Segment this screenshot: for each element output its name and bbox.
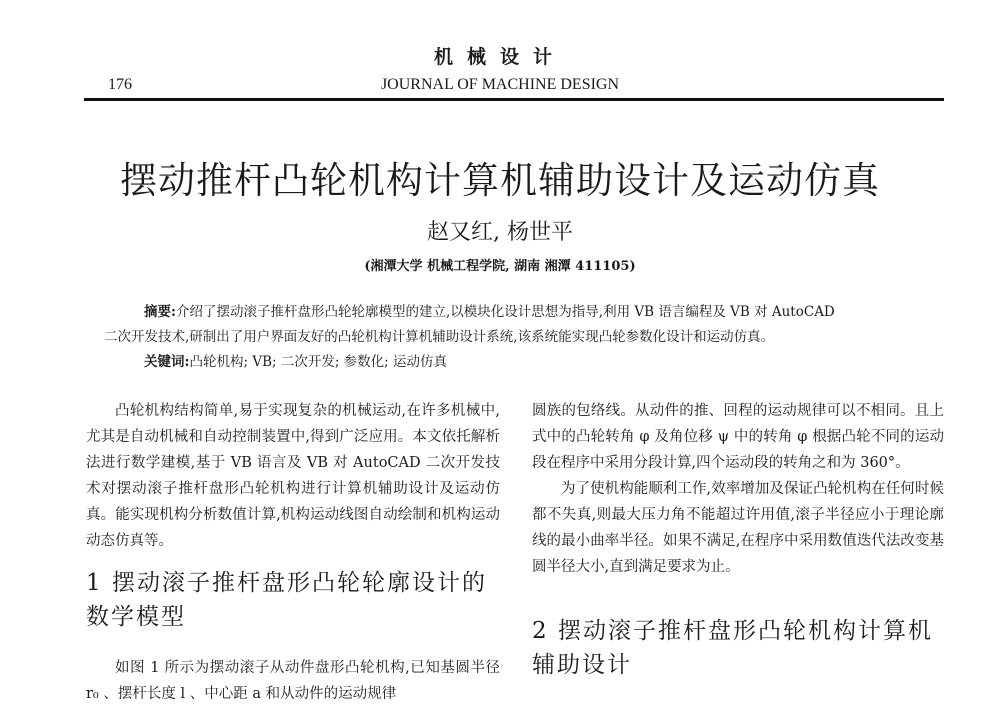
abstract-label: 摘要:: [144, 304, 176, 320]
section-1-text: 如图 1 所示为摆动滚子从动件盘形凸轮机构,已知基圆半径 r₀ 、摆杆长度 l 、中心距 a 和从动件的运动规律: [86, 660, 500, 702]
section-2-heading: 2 摆动滚子推杆盘形凸轮机构计算机辅助设计: [532, 618, 933, 678]
left-column: [86, 398, 500, 554]
affiliation: (湘潭大学 机械工程学院, 湖南 湘潭 411105): [364, 259, 636, 274]
journal-name-cn: 机械设计: [433, 46, 566, 68]
section-1-paragraph: [86, 655, 500, 707]
authors: 赵又红, 杨世平: [427, 220, 573, 245]
journal-name-en: JOURNAL OF MACHINE DESIGN: [380, 76, 620, 93]
right-column: [532, 398, 944, 580]
abstract-line-2: 二次开发技术,研制出了用户界面友好的凸轮机构计算机辅助设计系统,该系统能实现凸轮参数化设计和运动仿真。: [104, 329, 775, 345]
right-paragraph-2: 为了使机构能顺利工作,效率增加及保证凸轮机构在任何时候都不失真,则最大压力角不能超过许用值,滚子半径应小于理论廓线的最小曲率半径。如果不满足,在程序中采用数值迭代法改变基圆半径大小,直到满足要求为止。: [532, 481, 944, 575]
intro-paragraph: 凸轮机构结构简单,易于实现复杂的机械运动,在许多机械中,尤其是自动机械和自动控制装置中,得到广泛应用。本文依托解析法进行数学建模,基于 VB 语言及 VB 对 AutoCAD 二次开发技术对摆动滚子推杆盘形凸轮机构进行计算机辅助设计及运动仿真。能实现机构分析数值计算,机构运动线图自动绘制和机构运动动态仿真等。: [86, 403, 500, 549]
paper-title: 摆动推杆凸轮机构计算机辅助设计及运动仿真: [120, 159, 880, 202]
abstract: [104, 300, 924, 375]
section-1-heading: 1 摆动滚子推杆盘形凸轮轮廓设计的数学模型: [86, 570, 487, 630]
header-rule: [84, 98, 944, 101]
keywords-label: 关键词:: [144, 354, 190, 370]
abstract-line-1: 介绍了摆动滚子推杆盘形凸轮轮廓模型的建立,以模块化设计思想为指导,利用 VB 语言编程及 VB 对 AutoCAD: [175, 304, 835, 320]
right-paragraph-1: 圆族的包络线。从动件的推、回程的运动规律可以不相同。且上式中的凸轮转角 φ 及角位移 ψ 中的转角 φ 根据凸轮不同的运动段在程序中采用分段计算,四个运动段的转角之和为 360°。: [532, 403, 944, 471]
keywords: 凸轮机构; VB; 二次开发; 参数化; 运动仿真: [189, 354, 448, 370]
page-number: 176: [108, 76, 132, 93]
